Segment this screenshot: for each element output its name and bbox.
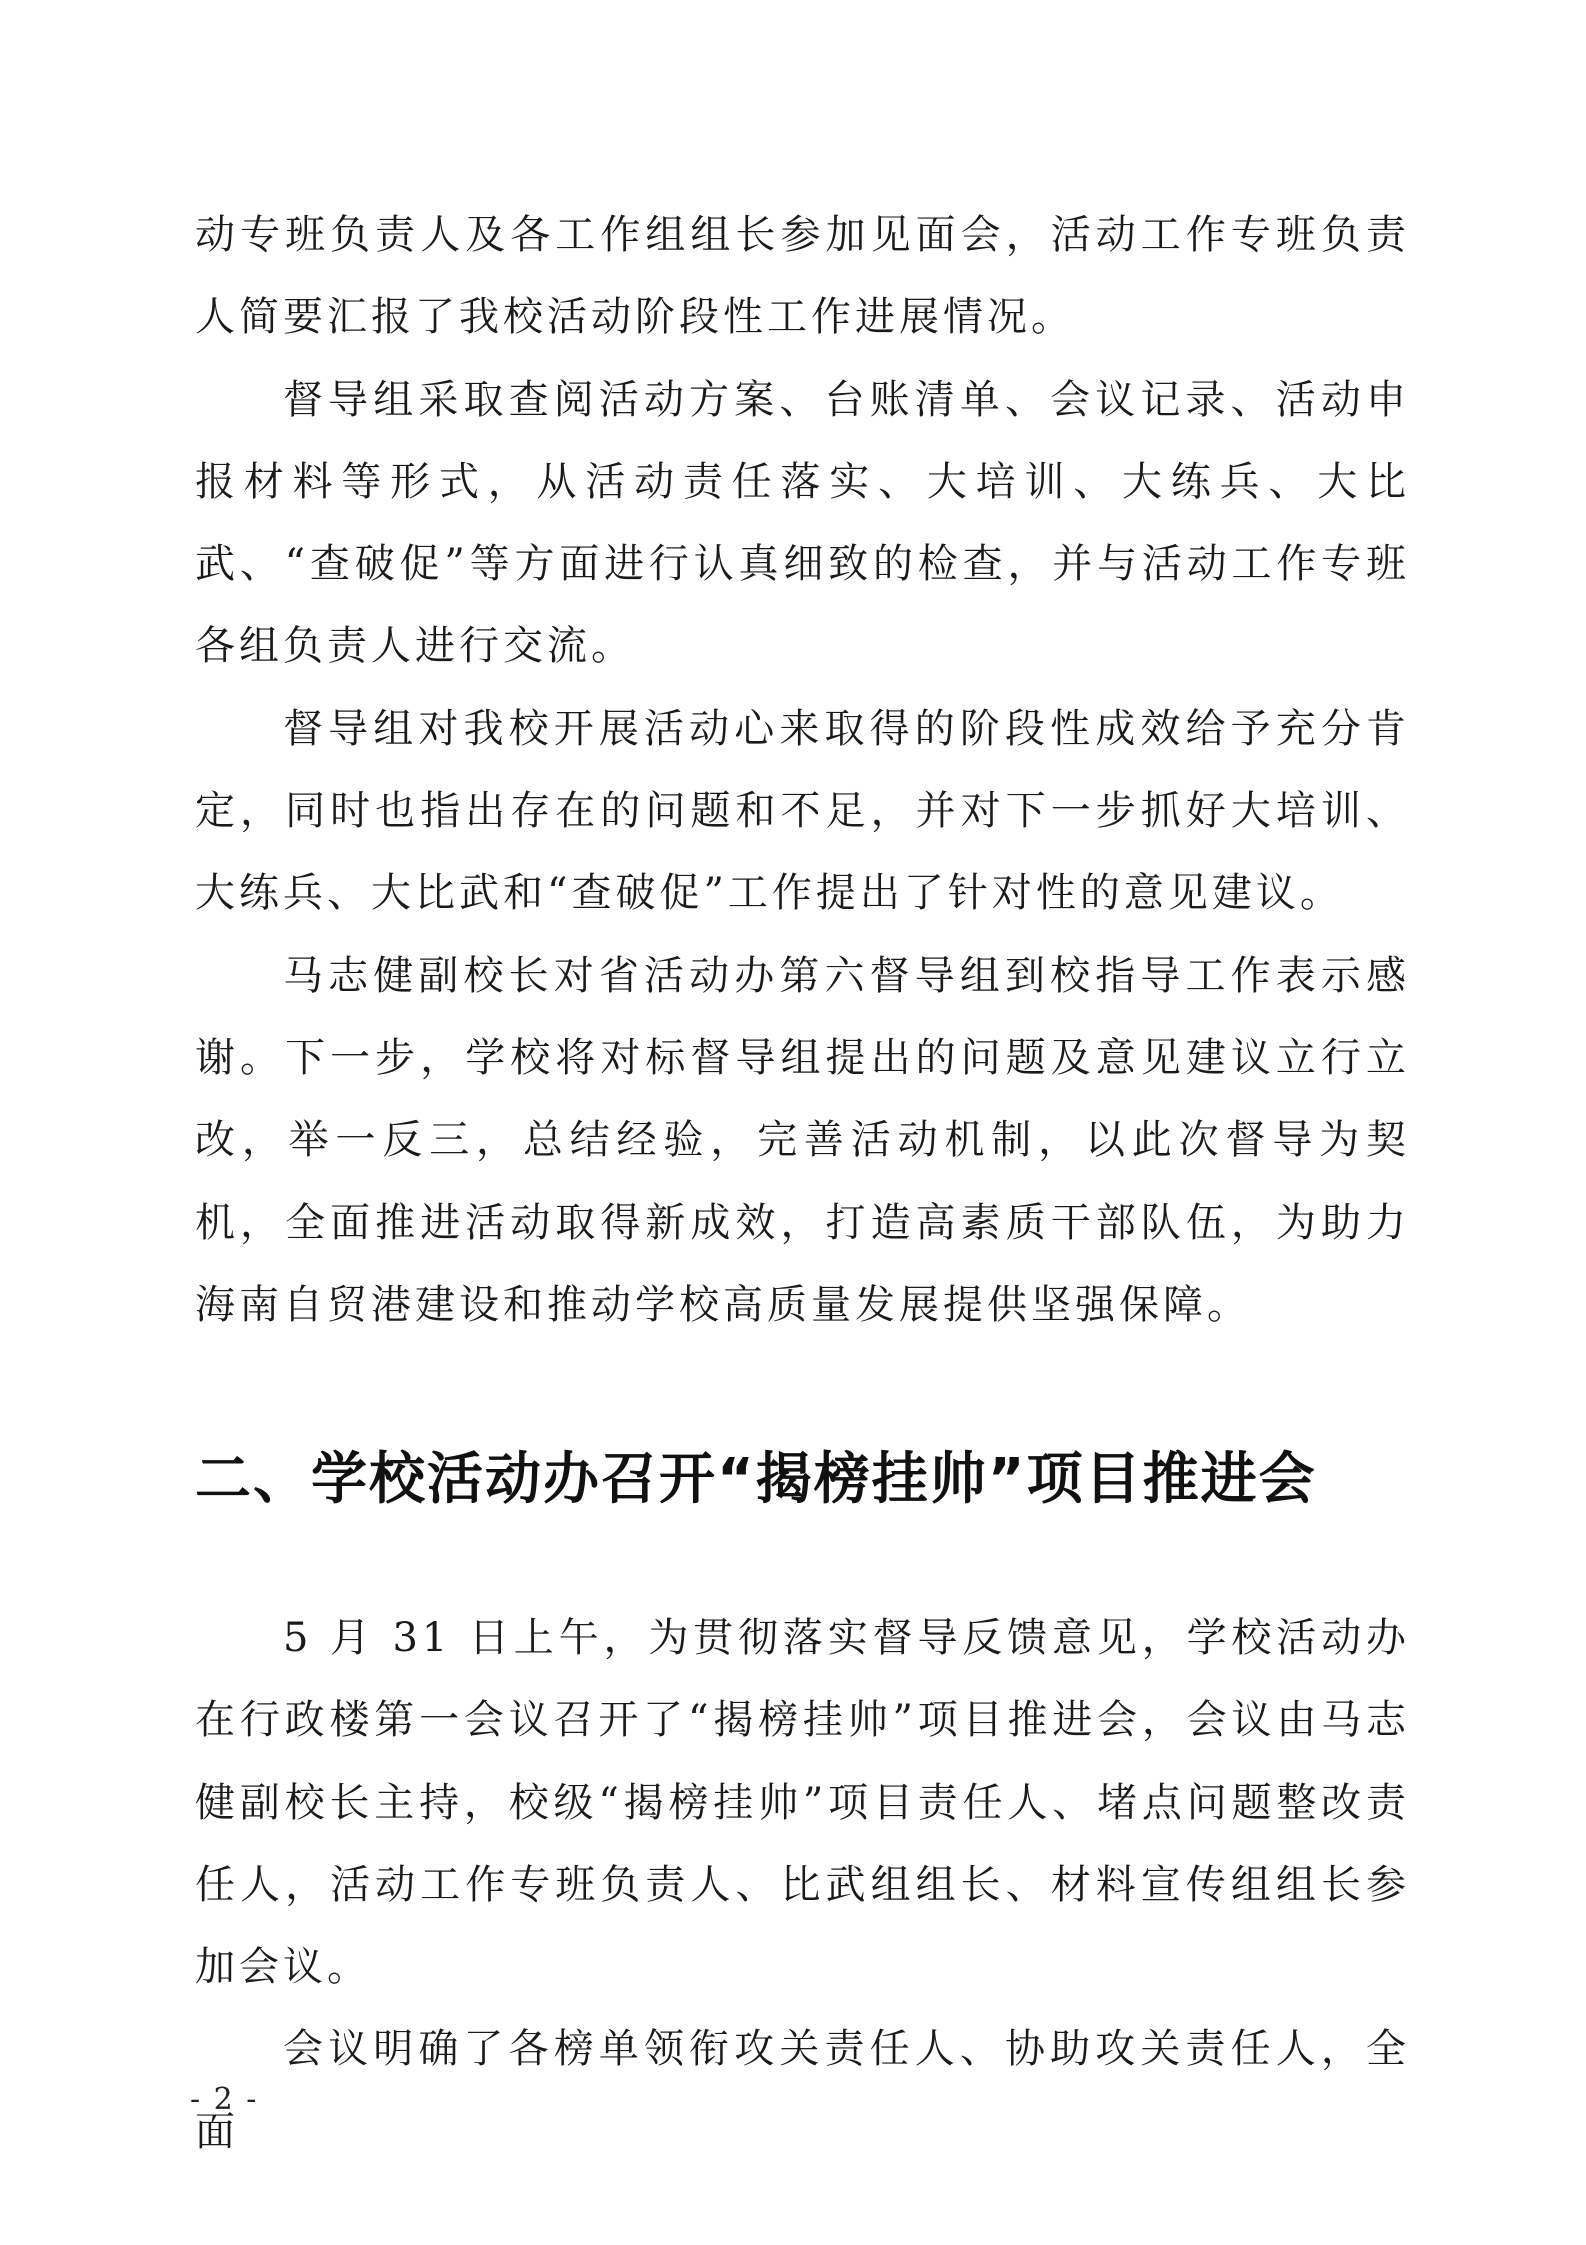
page-number: - 2 - (190, 2082, 259, 2117)
paragraph-inspection-feedback: 督导组对我校开展活动心来取得的阶段性成效给予充分肯定，同时也指出存在的问题和不足，并对下一步抓好大培训、大练兵、大比武和“查破促”工作提出了针对性的意见建议。 (195, 705, 1410, 917)
paragraph-vice-president-remarks: 马志健副校长对省活动办第六督导组到校指导工作表示感谢。下一步，学校将对标督导组提出的问题及意见建议立行立改，举一反三，总结经验，完善活动机制，以此次督导为契机，全面推进活动取得新成效，打造高素质干部队伍，为助力海南自贸港建设和推动学校高质量发展提供坚强保障。 (195, 952, 1410, 1328)
paragraph-meeting-intro: 5 月 31 日上午，为贯彻落实督导反馈意见，学校活动办在行政楼第一会议召开了“揭榜挂帅”项目推进会，会议由马志健副校长主持，校级“揭榜挂帅”项目责任人、堵点问题整改责任人，活动工作专班负责人、比武组组长、材料宣传组组长参加会议。 (195, 1615, 1410, 1991)
paragraph-meeting-details: 会议明确了各榜单领衔攻关责任人、协助攻关责任人，全面 (195, 2026, 1410, 2155)
body-text-part1 (195, 194, 1410, 1346)
section-heading: 二、学校活动办召开“揭榜挂帅”项目推进会 (195, 1447, 1317, 1512)
paragraph-inspection-methods: 督导组采取查阅活动方案、台账清单、会议记录、活动申报材料等形式，从活动责任落实、大培训、大练兵、大比武、“查破促”等方面进行认真细致的检查，并与活动工作专班各组负责人进行交流。 (195, 376, 1410, 670)
paragraph-continuation: 动专班负责人及各工作组组长参加见面会，活动工作专班负责人简要汇报了我校活动阶段性工作进展情况。 (195, 212, 1410, 341)
body-text-part2 (195, 1597, 1410, 2173)
